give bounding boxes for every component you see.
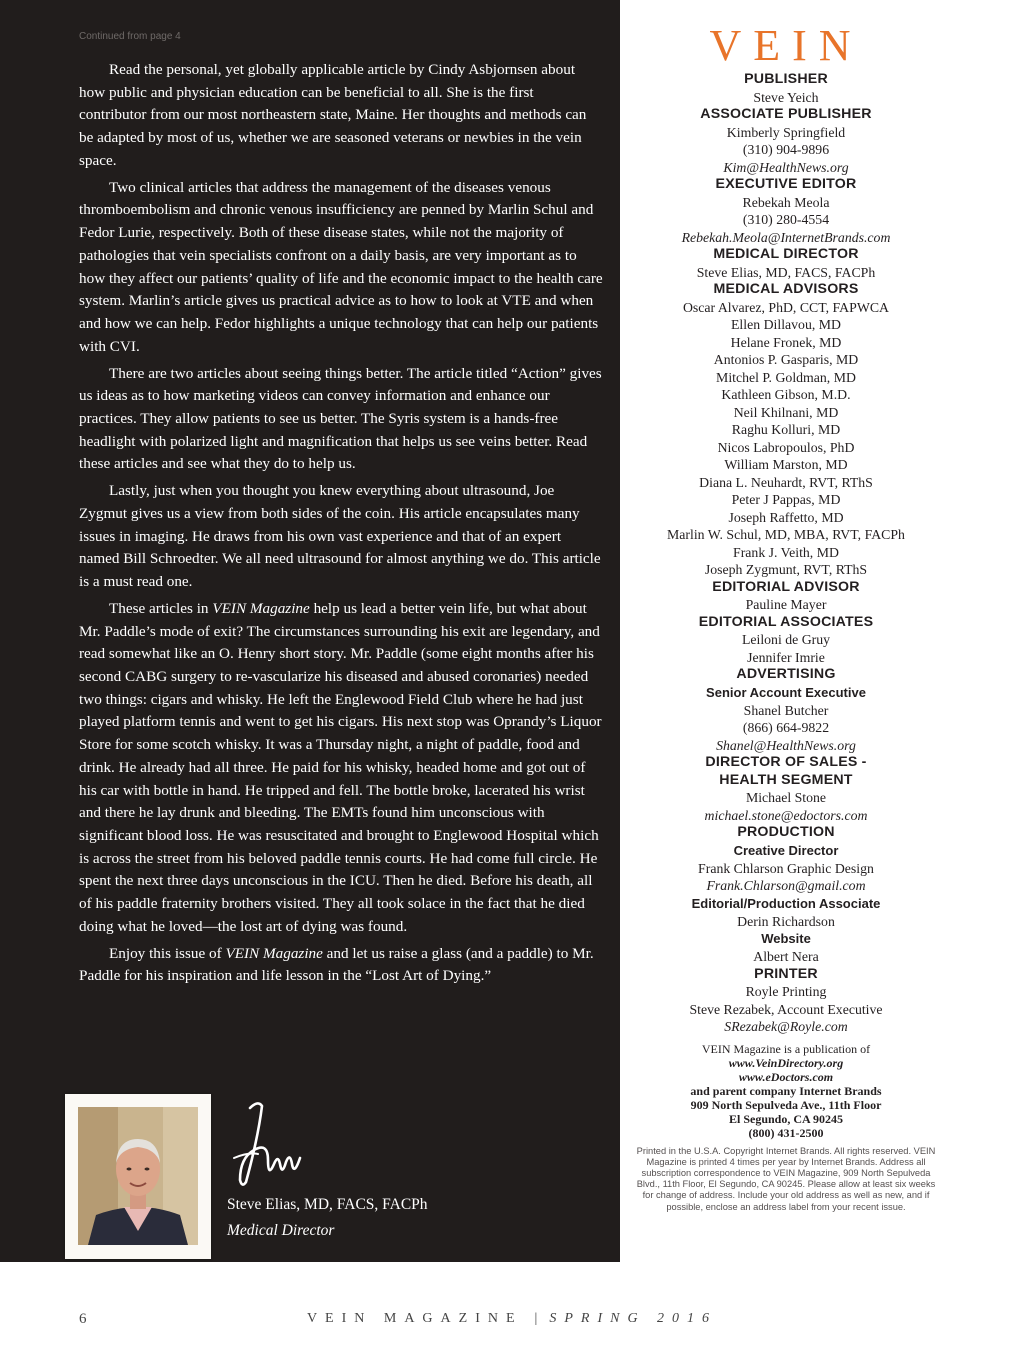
creative-director-heading: Creative Director bbox=[733, 842, 839, 858]
medical-advisor: Mitchel P. Goldman, MD bbox=[716, 369, 856, 385]
exec-editor-phone: (310) 280-4554 bbox=[742, 212, 830, 227]
text-run: These articles in bbox=[109, 599, 213, 617]
advertising-heading: ADVERTISING bbox=[736, 666, 836, 682]
medical-advisor: Joseph Zygmunt, RVT, RThS bbox=[704, 562, 868, 577]
sales-heading-line1: DIRECTOR OF SALES - bbox=[705, 754, 867, 770]
production-heading: PRODUCTION bbox=[737, 824, 835, 840]
article-paragraph: There are two articles about seeing things better. The article titled “Action” gives us ideas as to how marketing videos can convey information and enhance our practices. They allow patients to see us better. The Syris system is a hands-free headlight with polarized light and magnification that helps us see veins better. Read these articles and see what they do to help us. bbox=[79, 364, 602, 473]
medical-advisor: Kathleen Gibson, M.D. bbox=[721, 387, 851, 402]
sae-email: Shanel@HealthNews.org bbox=[716, 737, 856, 753]
epa-heading: Editorial/Production Associate bbox=[691, 895, 881, 911]
printer-contact: Steve Rezabek, Account Executive bbox=[689, 1001, 883, 1017]
pub-url: www.VeinDirectory.org bbox=[728, 1055, 844, 1070]
editorial-associates-heading: EDITORIAL ASSOCIATES bbox=[698, 613, 874, 630]
sales-heading-line2: HEALTH SEGMENT bbox=[719, 771, 853, 788]
author-title: Medical Director bbox=[227, 1222, 335, 1239]
medical-advisor: Frank J. Veith, MD bbox=[733, 544, 839, 560]
text-run: Enjoy this issue of bbox=[109, 944, 226, 962]
author-photo-frame bbox=[65, 1094, 211, 1259]
page-number: 6 bbox=[79, 1311, 87, 1327]
magazine-title-italic: VEIN Magazine bbox=[225, 944, 323, 962]
sales-name: Michael Stone bbox=[745, 790, 827, 805]
footer-separator: | bbox=[534, 1311, 538, 1326]
author-name: Steve Elias, MD, FACS, FACPh bbox=[227, 1196, 428, 1213]
pub-url: www.eDoctors.com bbox=[738, 1069, 834, 1084]
publisher-heading: PUBLISHER bbox=[744, 71, 828, 87]
magazine-title-italic: VEIN Magazine bbox=[212, 599, 310, 617]
footer-magazine: VEIN MAGAZINE bbox=[306, 1311, 523, 1326]
medical-advisor: William Marston, MD bbox=[724, 457, 848, 472]
vein-logo-text: VEIN bbox=[709, 22, 863, 68]
publisher-name: Steve Yeich bbox=[753, 89, 819, 105]
website-name: Albert Nera bbox=[753, 949, 819, 964]
assoc-publisher-phone: (310) 904-9896 bbox=[742, 142, 830, 157]
medical-director-name: Steve Elias, MD, FACS, FACPh bbox=[696, 264, 876, 280]
text-run: help us lead a better vein life, but what about Mr. Paddle’s mode of exit? The circumstances surrounding his exit are legendary, and read somewhat like an O. Henry short story. Mr. Paddle (some eight months after his second CABG surgery to re-vascularize his diseased and abused coronaries) needed two things: cigars and whisky. He left the Englewood Field Club where he had just played platform tennis and went to get his cigars. His next stop was Oprandy’s Liquor Store for some scotch whisky. It was a Thursday night, a night of paddle, food and drink. He already had all three. He paid for his whisky, headed home and got out of his car with bottle in hand. He tripped and fell. The bottle broke, lacerated his wrist and there he lay drunk and bleeding. The EMTs found him unconscious with significant blood loss. He was resuscitated and brought to Englewood Hospital which is across the street from his beloved paddle tennis courts. He had come full circle. He spent the next three days unconscious in the ICU. Then he died. Before his death, all of his paddle fraternity brothers visited. They all took solace in the fact that he died doing what he loved—the lost art of dying was found. bbox=[79, 599, 602, 935]
medical-advisor: Joseph Raffetto, MD bbox=[728, 509, 844, 525]
printer-name: Royle Printing bbox=[745, 984, 827, 999]
signature-graphic bbox=[228, 1098, 308, 1190]
exec-editor-heading: EXECUTIVE EDITOR bbox=[715, 176, 857, 192]
medical-advisor: Neil Khilnani, MD bbox=[733, 404, 839, 420]
assoc-publisher-name: Kimberly Springfield bbox=[726, 124, 846, 140]
medical-advisor: Ellen Dillavou, MD bbox=[731, 317, 841, 332]
article-paragraph bbox=[79, 598, 604, 939]
medical-advisors-list bbox=[636, 299, 936, 579]
text-run: and let us raise a glass (and a paddle) to Mr. Paddle for his inspiration and life lesson in the “Lost Art of Dying.” bbox=[79, 944, 594, 985]
medical-advisor: Marlin W. Schul, MD, MBA, RVT, FACPh bbox=[667, 527, 905, 542]
medical-advisor: Antonios P. Gasparis, MD bbox=[713, 352, 859, 367]
pub-address: 909 North Sepulveda Ave., 11th Floor bbox=[690, 1097, 882, 1112]
article-body bbox=[79, 59, 604, 992]
continued-note: Continued from page 4 bbox=[79, 31, 181, 42]
article-paragraph bbox=[79, 943, 604, 988]
author-photo bbox=[78, 1107, 198, 1245]
medical-advisor: Oscar Alvarez, PhD, CCT, FAPWCA bbox=[682, 299, 890, 315]
creative-director-name: Frank Chlarson Graphic Design bbox=[698, 860, 874, 876]
editorial-advisor-name: Pauline Mayer bbox=[745, 597, 827, 612]
pub-phone: (800) 431-2500 bbox=[748, 1125, 824, 1140]
medical-advisor: Raghu Kolluri, MD bbox=[731, 422, 841, 437]
exec-editor-name: Rebekah Meola bbox=[742, 194, 830, 210]
medical-advisors-heading: MEDICAL ADVISORS bbox=[713, 281, 859, 297]
pub-address: El Segundo, CA 90245 bbox=[728, 1111, 844, 1126]
medical-advisor: Diana L. Neuhardt, RVT, RThS bbox=[699, 474, 873, 490]
website-heading: Website bbox=[761, 931, 811, 946]
assoc-publisher-heading: ASSOCIATE PUBLISHER bbox=[700, 106, 872, 122]
medical-advisor: Helane Fronek, MD bbox=[730, 334, 842, 350]
article-paragraph: Read the personal, yet globally applicable article by Cindy Asbjornsen about how public and physician education can be beneficial to all. She is the first contributor from our most northeastern state, Maine. Her thoughts and methods can be adapted by most of us, whether we are seasoned veterans or newbies in the vein space. bbox=[79, 61, 587, 169]
medical-director-heading: MEDICAL DIRECTOR bbox=[713, 246, 859, 262]
page-footer bbox=[0, 1311, 1024, 1331]
editorial-advisor-heading: EDITORIAL ADVISOR bbox=[712, 578, 860, 595]
medical-advisor: Nicos Labropoulos, PhD bbox=[717, 439, 855, 455]
sae-phone: (866) 664-9822 bbox=[742, 720, 830, 735]
vein-logo bbox=[636, 22, 936, 68]
sae-heading: Senior Account Executive bbox=[706, 684, 866, 700]
pub-line: VEIN Magazine is a publication of bbox=[701, 1041, 871, 1056]
author-portrait-graphic bbox=[78, 1107, 198, 1245]
article-paragraph: Lastly, just when you thought you knew everything about ultrasound, Joe Zygmut gives us a view from both sides of the coin. His article encapsulates many issues in imaging. He draws from his own vast experience and that of an expert named Bill Schroedter. We all need ultrasound for almost anything we do. This article is a must read one. bbox=[79, 482, 601, 591]
publication-info bbox=[636, 1042, 936, 1140]
footer-title bbox=[0, 1311, 1024, 1327]
sales-email: michael.stone@edoctors.com bbox=[704, 807, 868, 823]
sae-name: Shanel Butcher bbox=[743, 702, 829, 718]
medical-advisor: Peter J Pappas, MD bbox=[731, 492, 841, 507]
masthead bbox=[636, 22, 936, 1213]
article-paragraph: Two clinical articles that address the management of the diseases venous thromboembolism and chronic venous insufficiency are penned by Marlin Schul and Fedor Lurie, respectively. Both of these disease states, while not the majority of pathologies that vein specialists confront on a daily basis, are very important as to how they affect our patients’ quality of life and the economic impact to the health care system. Marlin’s article gives us practical advice as to how to look at VTE and when and how we can help. Fedor highlights a unique technology that can help our patients with CVI. bbox=[79, 178, 603, 355]
pub-line: and parent company Internet Brands bbox=[690, 1083, 882, 1098]
fine-print: Printed in the U.S.A. Copyright Internet Brands. All rights reserved. VEIN Magazine is printed 4 times per year by Internet Brands. Address all subscription correspondence to VEIN Magazine, 909 North Sepulveda Blvd., 11th Floor, El Segundo, CA 90245. Please allow at least six weeks for change of address. Include your old address as well as new, and if possible, enclose an address label from your recent issue. bbox=[636, 1145, 936, 1212]
footer-issue: SPRING 2016 bbox=[549, 1311, 718, 1326]
assoc-publisher-email: Kim@HealthNews.org bbox=[723, 159, 849, 175]
exec-editor-email: Rebekah.Meola@InternetBrands.com bbox=[681, 229, 891, 245]
printer-email: SRezabek@Royle.com bbox=[724, 1019, 848, 1034]
epa-name: Derin Richardson bbox=[737, 913, 835, 929]
creative-director-email: Frank.Chlarson@gmail.com bbox=[706, 878, 866, 893]
editorial-associate: Jennifer Imrie bbox=[747, 649, 825, 665]
printer-heading: PRINTER bbox=[754, 965, 818, 982]
editorial-associate: Leiloni de Gruy bbox=[741, 632, 831, 647]
